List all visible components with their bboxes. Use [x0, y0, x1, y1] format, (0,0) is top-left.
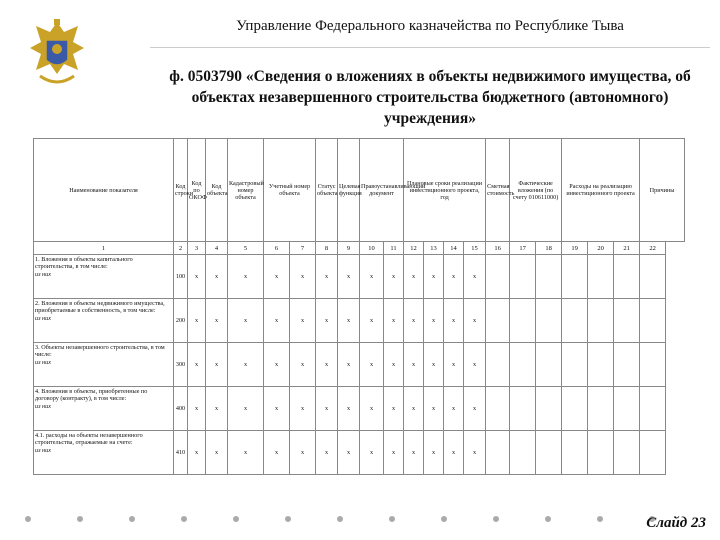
table-cell	[588, 255, 614, 299]
table-cell	[486, 255, 510, 299]
cross-mark: x	[290, 255, 316, 299]
cross-mark: x	[206, 299, 228, 343]
col-number: 11	[384, 242, 404, 255]
col-number: 10	[360, 242, 384, 255]
table-row	[34, 299, 685, 343]
cross-mark: x	[424, 255, 444, 299]
cross-mark: x	[264, 255, 290, 299]
row-code: 200	[174, 299, 188, 343]
cross-mark: x	[316, 387, 338, 431]
cross-mark: x	[228, 387, 264, 431]
cross-mark: x	[188, 299, 206, 343]
col-number: 21	[614, 242, 640, 255]
footer-dot	[77, 516, 83, 522]
table-cell	[510, 431, 536, 475]
form-title: ф. 0503790 «Сведения о вложениях в объекты недвижимого имущества, об объектах незавершенного строительства бюджетного (автономного) учреждения»	[169, 68, 691, 127]
table-cell	[562, 431, 588, 475]
col-header-okof: Код по ОКОФ	[188, 139, 206, 242]
cross-mark: x	[464, 343, 486, 387]
footer-dot	[493, 516, 499, 522]
col-number: 8	[316, 242, 338, 255]
table-row	[34, 255, 685, 299]
cross-mark: x	[188, 431, 206, 475]
col-header-name: Наименование показателя	[34, 139, 174, 242]
row-label	[34, 255, 174, 299]
cross-mark: x	[444, 387, 464, 431]
cross-mark: x	[444, 343, 464, 387]
cross-mark: x	[338, 299, 360, 343]
cross-mark: x	[444, 255, 464, 299]
cross-mark: x	[316, 299, 338, 343]
table-cell	[510, 299, 536, 343]
table-cell	[562, 299, 588, 343]
footer-dot	[597, 516, 603, 522]
col-number: 1	[34, 242, 174, 255]
cross-mark: x	[206, 387, 228, 431]
footer-dot	[181, 516, 187, 522]
cross-mark: x	[404, 299, 424, 343]
table-cell	[536, 387, 562, 431]
cross-mark: x	[404, 387, 424, 431]
cross-mark: x	[206, 431, 228, 475]
table-cell	[562, 387, 588, 431]
cross-mark: x	[360, 431, 384, 475]
table-cell	[614, 255, 640, 299]
footer-dot	[233, 516, 239, 522]
table-cell	[510, 387, 536, 431]
cross-mark: x	[228, 255, 264, 299]
footer-dot	[545, 516, 551, 522]
cross-mark: x	[404, 255, 424, 299]
cross-mark: x	[316, 255, 338, 299]
cross-mark: x	[424, 343, 444, 387]
col-number: 19	[562, 242, 588, 255]
col-number: 5	[228, 242, 264, 255]
footer-dot	[25, 516, 31, 522]
cross-mark: x	[338, 255, 360, 299]
col-header-planned-dates: Плановые сроки реализации инвестиционного проекта, год	[404, 139, 486, 242]
col-number: 17	[510, 242, 536, 255]
cross-mark: x	[444, 299, 464, 343]
cross-mark: x	[188, 343, 206, 387]
col-number: 14	[444, 242, 464, 255]
cross-mark: x	[360, 343, 384, 387]
cross-mark: x	[404, 343, 424, 387]
cross-mark: x	[228, 299, 264, 343]
table-cell	[562, 255, 588, 299]
cross-mark: x	[424, 387, 444, 431]
cross-mark: x	[384, 387, 404, 431]
cross-mark: x	[290, 387, 316, 431]
cross-mark: x	[188, 255, 206, 299]
report-table	[33, 138, 685, 498]
footer-dots	[18, 512, 678, 526]
cross-mark: x	[290, 299, 316, 343]
col-header-row-code: Код строки	[174, 139, 188, 242]
col-number: 15	[464, 242, 486, 255]
col-number: 7	[290, 242, 316, 255]
cross-mark: x	[464, 255, 486, 299]
table-cell	[640, 299, 666, 343]
col-header-status: Статус объекта	[316, 139, 338, 242]
table-cell	[536, 343, 562, 387]
table-row	[34, 387, 685, 431]
cross-mark: x	[338, 343, 360, 387]
cross-mark: x	[464, 387, 486, 431]
table-cell	[588, 387, 614, 431]
cross-mark: x	[464, 299, 486, 343]
cross-mark: x	[444, 431, 464, 475]
cross-mark: x	[264, 431, 290, 475]
footer-dot	[337, 516, 343, 522]
table-cell	[588, 431, 614, 475]
col-header-expenses: Расходы на реализацию инвестиционного проекта	[562, 139, 640, 242]
table-cell	[640, 255, 666, 299]
cross-mark: x	[384, 343, 404, 387]
row-label-text: 2. Вложения в объекты недвижимого имущества, приобретаемые в собственность, в том числе:	[35, 300, 165, 314]
table-cell	[588, 299, 614, 343]
col-header-account-number: Учетный номер объекта	[264, 139, 316, 242]
table-row	[34, 431, 685, 475]
table-row	[34, 343, 685, 387]
cross-mark: x	[316, 343, 338, 387]
table-cell	[536, 299, 562, 343]
table-cell	[588, 343, 614, 387]
cross-mark: x	[360, 299, 384, 343]
cross-mark: x	[338, 431, 360, 475]
cross-mark: x	[384, 255, 404, 299]
row-label	[34, 431, 174, 475]
table-cell	[486, 387, 510, 431]
col-number: 18	[536, 242, 562, 255]
table-cell	[562, 343, 588, 387]
row-code: 410	[174, 431, 188, 475]
cross-mark: x	[424, 299, 444, 343]
row-note: из них	[35, 271, 51, 278]
col-header-object-code: Код объекта	[206, 139, 228, 242]
table-cell	[536, 431, 562, 475]
cross-mark: x	[228, 343, 264, 387]
col-number: 16	[486, 242, 510, 255]
cross-mark: x	[290, 431, 316, 475]
cross-mark: x	[264, 343, 290, 387]
row-code: 400	[174, 387, 188, 431]
row-note: из них	[35, 359, 51, 366]
col-number: 9	[338, 242, 360, 255]
table-cell	[640, 387, 666, 431]
row-note: из них	[35, 447, 51, 454]
col-header-estimate: Сметная стоимость	[486, 139, 510, 242]
row-label	[34, 387, 174, 431]
cross-mark: x	[424, 431, 444, 475]
table-cell	[486, 299, 510, 343]
col-number: 13	[424, 242, 444, 255]
row-note: из них	[35, 403, 51, 410]
cross-mark: x	[264, 387, 290, 431]
table-cell	[510, 255, 536, 299]
slide-number: Слайд 23	[646, 515, 706, 531]
table-cell	[486, 343, 510, 387]
table-cell	[614, 343, 640, 387]
cross-mark: x	[264, 299, 290, 343]
footer-dot	[285, 516, 291, 522]
table-cell	[536, 255, 562, 299]
table-cell	[614, 431, 640, 475]
cross-mark: x	[384, 431, 404, 475]
table-cell	[640, 431, 666, 475]
cross-mark: x	[384, 299, 404, 343]
cross-mark: x	[206, 343, 228, 387]
col-header-reasons: Причины	[640, 139, 685, 242]
treasury-emblem-icon	[26, 18, 88, 92]
cross-mark: x	[464, 431, 486, 475]
row-label	[34, 343, 174, 387]
cross-mark: x	[228, 431, 264, 475]
cross-mark: x	[404, 431, 424, 475]
footer-dot	[389, 516, 395, 522]
col-number: 6	[264, 242, 290, 255]
table-cell	[640, 343, 666, 387]
footer-dot	[441, 516, 447, 522]
row-code: 300	[174, 343, 188, 387]
col-header-actual: Фактические вложения (по счету 010611000)	[510, 139, 562, 242]
col-number: 2	[174, 242, 188, 255]
row-label-text: 3. Объекты незавершенного строительства, в том числе:	[35, 344, 165, 358]
agency-title: Управление Федерального казначейства по Республике Тыва	[236, 18, 624, 34]
row-label-text: 4.1. расходы на объекты незавершенного строительства, отражаемые на счете:	[35, 432, 143, 446]
row-label-text: 1. Вложения в объекты капитального строительства, в том числе:	[35, 256, 133, 270]
row-note: из них	[35, 315, 51, 322]
table-cell	[614, 299, 640, 343]
col-number: 4	[206, 242, 228, 255]
col-header-function: Целевая функция	[338, 139, 360, 242]
col-number: 12	[404, 242, 424, 255]
col-header-cadastral: Кадастровый номер объекта	[228, 139, 264, 242]
row-label	[34, 299, 174, 343]
cross-mark: x	[360, 255, 384, 299]
cross-mark: x	[316, 431, 338, 475]
col-header-legal-doc: Правоустанавливающий документ	[360, 139, 404, 242]
row-label-text: 4. Вложения в объекты, приобретенные по договору (контракту), в том числе:	[35, 388, 148, 402]
cross-mark: x	[188, 387, 206, 431]
cross-mark: x	[206, 255, 228, 299]
col-number: 20	[588, 242, 614, 255]
cross-mark: x	[360, 387, 384, 431]
table-cell	[486, 431, 510, 475]
header-divider	[150, 47, 710, 48]
col-number: 3	[188, 242, 206, 255]
cross-mark: x	[338, 387, 360, 431]
cross-mark: x	[290, 343, 316, 387]
table-cell	[614, 387, 640, 431]
footer-dot	[129, 516, 135, 522]
table-cell	[510, 343, 536, 387]
col-number: 22	[640, 242, 666, 255]
row-code: 100	[174, 255, 188, 299]
